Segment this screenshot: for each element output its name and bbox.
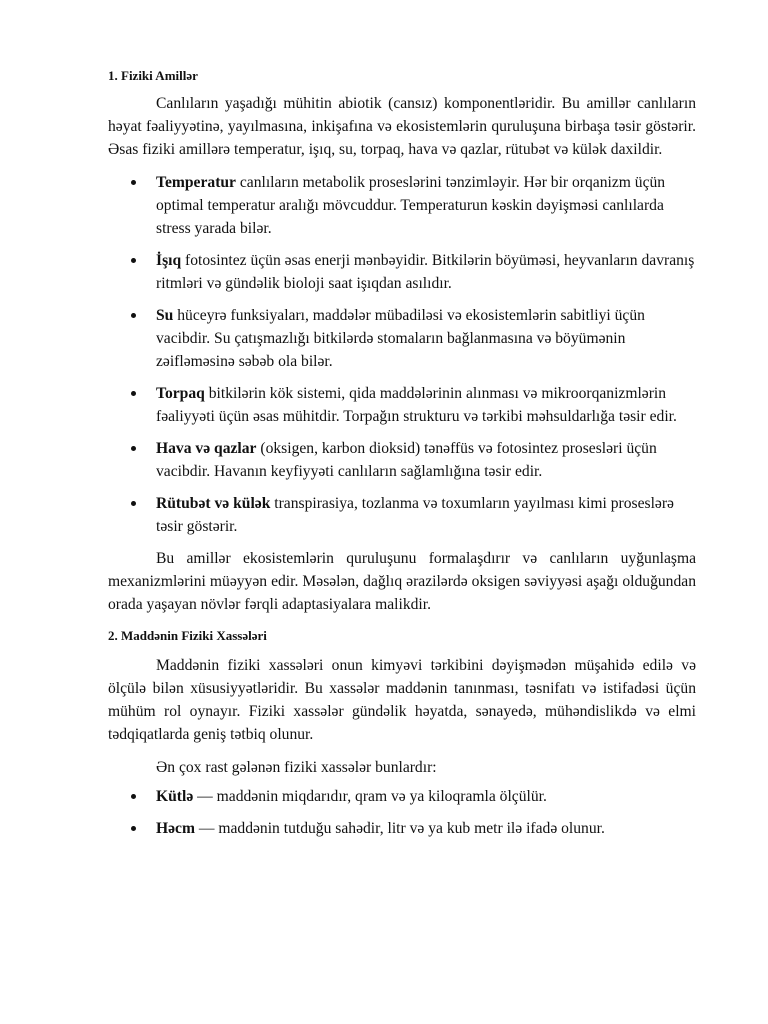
bullet-term: Temperatur [156,174,236,191]
bullet-item [108,171,696,240]
section-2-bullet-list [108,785,696,840]
bullet-text: — maddənin miqdarıdır, qram və ya kiloqramla ölçülür. [193,788,547,805]
bullet-item [108,492,696,538]
section-2-intro: Maddənin fiziki xassələri onun kimyəvi tərkibini dəyişmədən müşahidə edilə və ölçülə bilən xüsusiyyətləridir. Bu xassələr maddənin tanınması, təsnifatı və istifadəsi üçün mühüm rol oynayır. Fiziki xassələr gündəlik həyatda, sənayedə, mühəndislikdə və elmi tədqiqatlarda geniş tətbiq olunur. [108,657,696,743]
bullet-text: transpirasiya, tozlanma və toxumların yayılması kimi proseslərə təsir göstərir. [156,495,674,535]
bullet-dot [131,794,136,799]
section-1-bullet-list [108,171,696,538]
bullet-dot [131,446,136,451]
bullet-dot [131,501,136,506]
section-1-outro: Bu amillər ekosistemlərin quruluşunu formalaşdırır və canlıların uyğunlaşma mexanizmlərini müəyyən edir. Məsələn, dağlıq ərazilərdə oksigen səviyyəsi aşağı olduğundan orada yaşayan növlər fərqli adaptasiyalara malikdir. [108,550,696,613]
bullet-term: Rütubət və külək [156,495,271,512]
bullet-text: — maddənin tutduğu sahədir, litr və ya kub metr ilə ifadə olunur. [194,820,605,837]
bullet-dot [131,826,136,831]
bullet-item [108,304,696,373]
section-1-heading: 1. Fiziki Amillər [108,68,198,83]
bullet-text: hüceyrə funksiyaları, maddələr mübadiləsi və ekosistemlərin sabitliyi üçün vacibdir. Su çatışmazlığı bitkilərdə stomaların bağlanmasına və böyümənin zəifləməsinə səbəb ola bilər. [156,307,645,370]
bullet-text: fotosintez üçün əsas enerji mənbəyidir. Bitkilərin böyüməsi, heyvanların davranış ritmləri və gündəlik bioloji saat işıqdan asılıdır. [156,252,695,292]
section-2-lead: Ən çox rast gələnən fiziki xassələr bunlardır: [156,759,437,776]
bullet-term: Hava və qazlar [156,440,257,457]
bullet-term: Torpaq [156,385,205,402]
bullet-item [108,437,696,483]
bullet-item [108,785,696,808]
bullet-text: (oksigen, karbon dioksid) tənəffüs və fotosintez prosesləri üçün vacibdir. Havanın keyfiyyəti canlıların sağlamlığına təsir edir. [156,440,657,480]
bullet-dot [131,391,136,396]
bullet-text: canlıların metabolik proseslərini tənzimləyir. Hər bir orqanizm üçün optimal temperatur aralığı mövcuddur. Temperaturun kəskin dəyişməsi canlılarda stress yarada bilər. [156,174,666,237]
bullet-term: Su [156,307,174,324]
bullet-item [108,249,696,295]
bullet-term: Kütlə [156,788,194,805]
bullet-item [108,817,696,840]
bullet-item [108,382,696,428]
bullet-dot [131,180,136,185]
section-1-intro: Canlıların yaşadığı mühitin abiotik (cansız) komponentləridir. Bu amillər canlıların həyat fəaliyyətinə, yayılmasına, inkişafına və ekosistemlərin quruluşuna birbaşa təsir göstərir. Əsas fiziki amillərə temperatur, işıq, su, torpaq, hava və qazlar, rütubət və külək daxildir. [108,95,696,158]
bullet-dot [131,313,136,318]
document-page [108,66,696,849]
bullet-term: İşıq [156,252,182,269]
bullet-text: bitkilərin kök sistemi, qida maddələrinin alınması və mikroorqanizmlərin fəaliyyəti üçün əsas mühitdir. Torpağın strukturu və tərkibi məhsuldarlığa təsir edir. [156,385,677,425]
section-2-heading: 2. Maddənin Fiziki Xassələri [108,628,267,643]
bullet-dot [131,258,136,263]
bullet-term: Həcm [156,820,195,837]
